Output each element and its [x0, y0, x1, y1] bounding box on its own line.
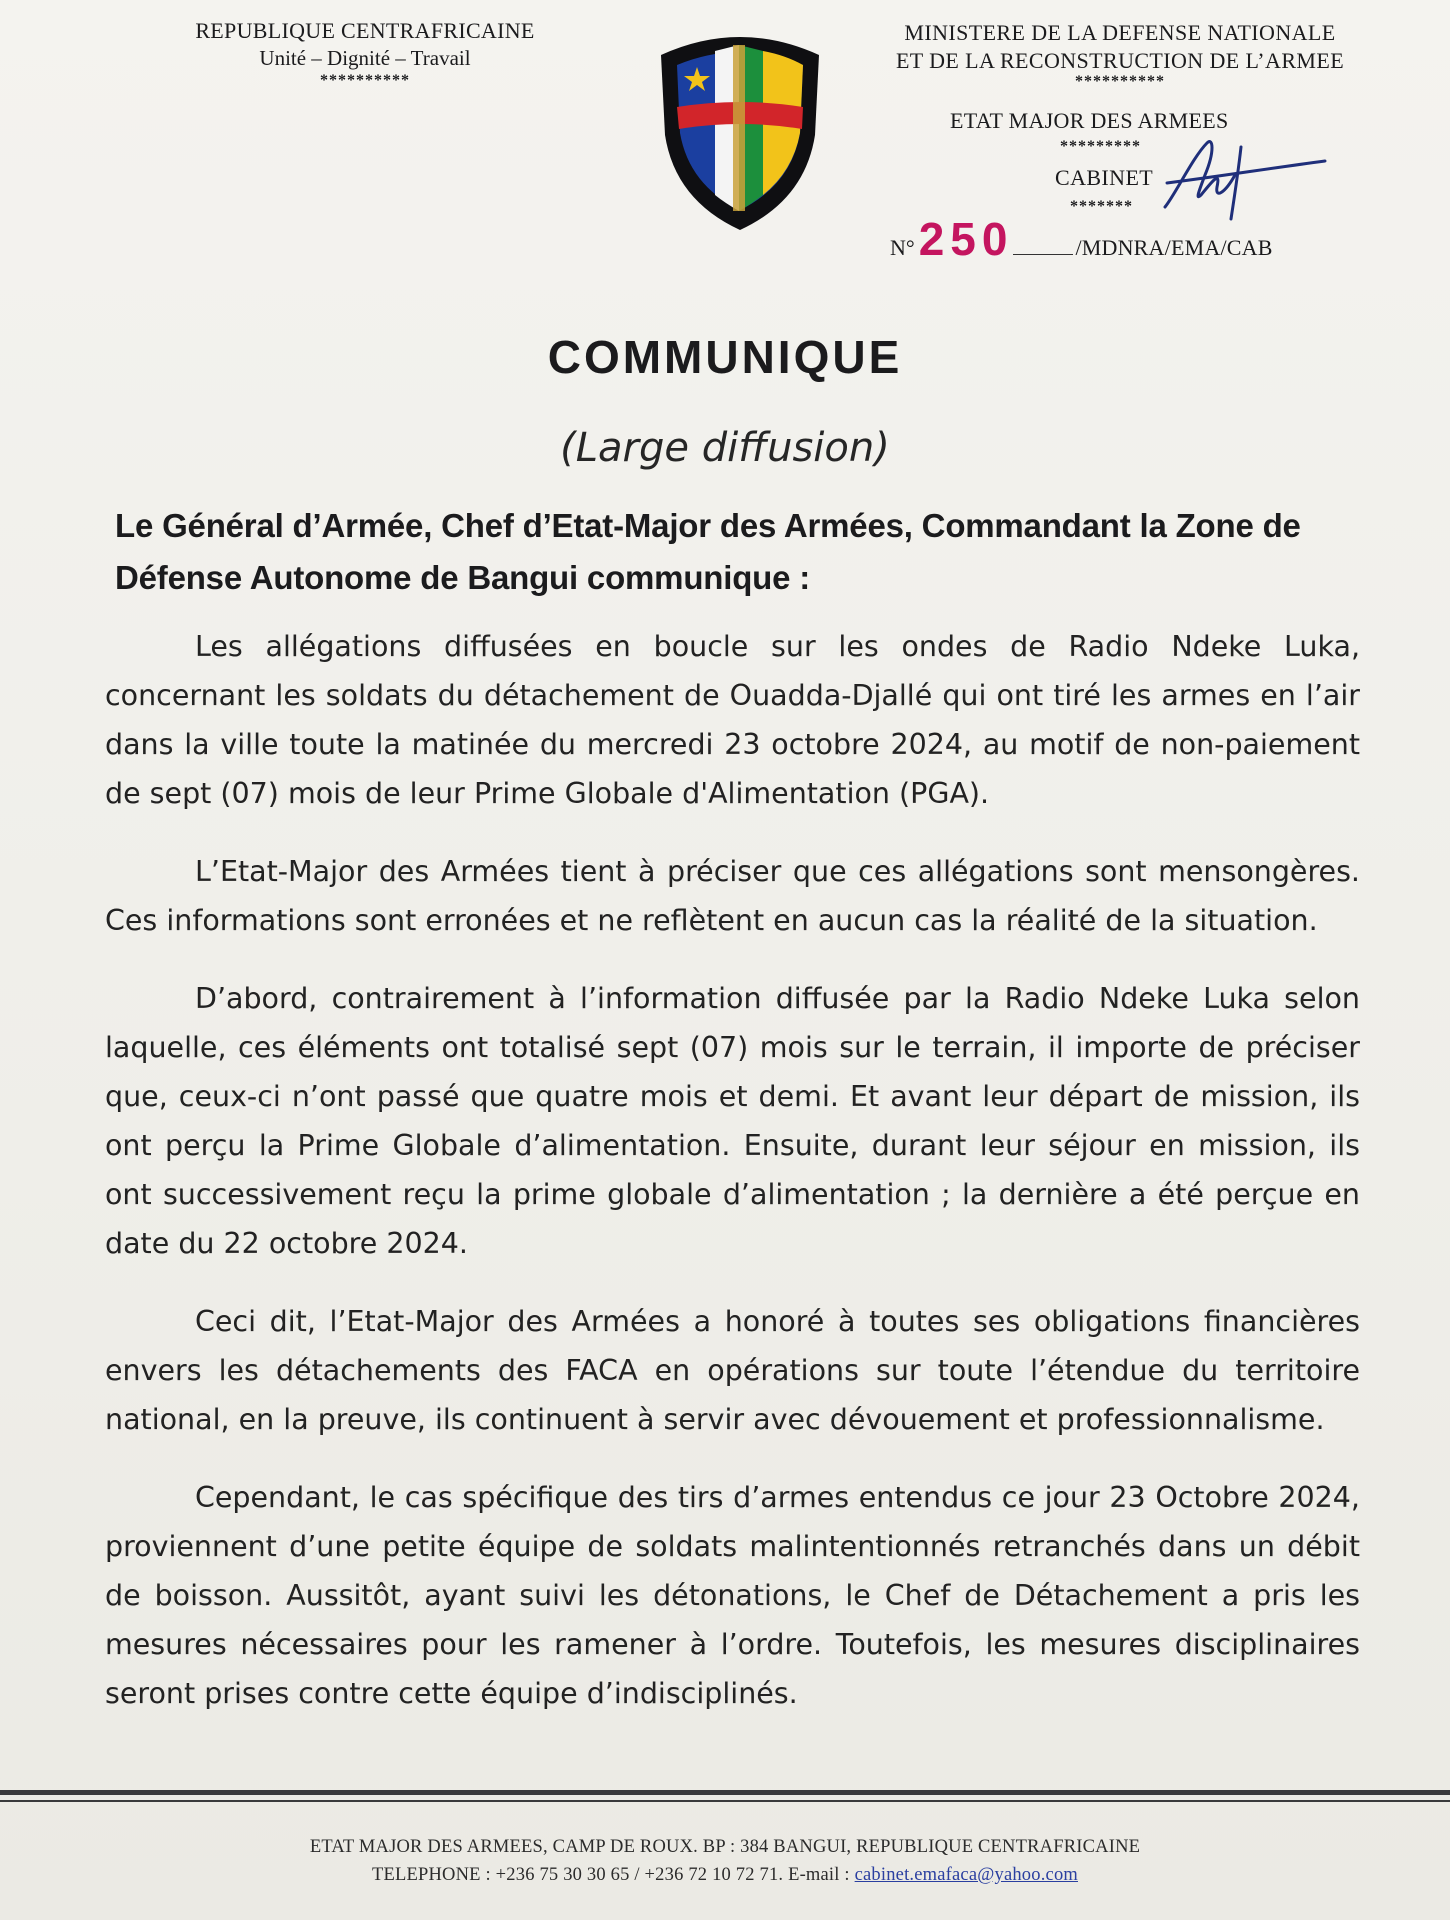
ministry-name-line2: ET DE LA RECONSTRUCTION DE L’ARMEE [895, 48, 1345, 73]
header-left [150, 18, 580, 89]
footer [0, 1833, 1450, 1889]
ministry-name-line1: MINISTERE DE LA DEFENSE NATIONALE [904, 20, 1336, 45]
footer-address: ETAT MAJOR DES ARMEES, CAMP DE ROUX. BP : 384 BANGUI, REPUBLIQUE CENTRAFRICAINE [309, 1837, 1141, 1857]
cabinet-label: CABINET [1055, 165, 1154, 190]
reference-number-stamp: 250 [918, 213, 1014, 265]
reference-number [890, 212, 1273, 266]
separator-stars: ********** [1075, 73, 1165, 90]
lead-statement: Le Général d’Armée, Chef d’Etat-Major des Armées, Commandant la Zone de Défense Autonome de Bangui communique : [115, 507, 1301, 596]
footer-divider [0, 1800, 1450, 1802]
national-motto: Unité – Dignité – Travail [259, 46, 471, 70]
paragraph: D’abord, contrairement à l’information diffusée par la Radio Ndeke Luka selon laquelle, ces éléments ont totalisé sept (07) mois sur le terrain, il importe de préciser que, ceux-ci n’ont passé que quatre mois et demi. Et avant leur départ de mission, ils ont perçu la Prime Globale d’alimentation. Ensuite, durant leur séjour en mission, ils ont successivement reçu la prime globale d’alimentation ; la dernière a été perçue en date du 22 octobre 2024. [105, 982, 1360, 1260]
paragraph: Ceci dit, l’Etat-Major des Armées a honoré à toutes ses obligations financières envers les détachements des FACA en opérations sur toute l’étendue du territoire national, en la preuve, ils continuent à servir avec dévouement et professionnalisme. [105, 1305, 1360, 1436]
separator-stars: ********** [320, 72, 410, 89]
separator-stars: ********* [1060, 138, 1141, 155]
reference-suffix: /MDNRA/EMA/CAB [1075, 235, 1273, 260]
reference-prefix: N° [890, 235, 915, 260]
footer-phone: TELEPHONE : +236 75 30 30 65 / +236 72 10 72 71. E-mail : [372, 1865, 855, 1885]
email-link[interactable]: cabinet.emafaca@yahoo.com [854, 1865, 1078, 1885]
staff-name: ETAT MAJOR DES ARMEES [950, 108, 1229, 133]
paragraph: L’Etat-Major des Armées tient à préciser que ces allégations sont mensongères. Ces informations sont erronées et ne reflètent en aucun cas la réalité de la situation. [105, 855, 1360, 937]
paragraph: Les allégations diffusées en boucle sur les ondes de Radio Ndeke Luka, concernant les soldats du détachement de Ouadda-Djallé qui ont tiré les armes en l’air dans la ville toute la matinée du mercredi 23 octobre 2024, au motif de non-paiement de sept (07) mois de leur Prime Globale d'Alimentation (PGA). [105, 630, 1360, 810]
reference-underline [1013, 254, 1073, 255]
communique-body [105, 622, 1360, 1747]
paragraph: Cependant, le cas spécifique des tirs d’armes entendus ce jour 23 Octobre 2024, proviennent d’une petite équipe de soldats malintentionnés retranchés dans un débit de boisson. Aussitôt, ayant suivi les détonations, le Chef de Détachement a pris les mesures nécessaires pour les ramener à l’ordre. Toutefois, les mesures disciplinaires seront prises contre cette équipe d’indisciplinés. [105, 1481, 1360, 1710]
document-subtitle: (Large diffusion) [560, 425, 890, 471]
country-name: REPUBLIQUE CENTRAFRICAINE [195, 18, 535, 43]
document-title: COMMUNIQUE [547, 331, 903, 383]
header-right [850, 20, 1390, 90]
coat-of-arms-shield-icon [655, 25, 825, 235]
footer-contact [0, 1861, 1450, 1889]
separator-stars: ******* [1070, 198, 1133, 215]
footer-divider [0, 1790, 1450, 1795]
